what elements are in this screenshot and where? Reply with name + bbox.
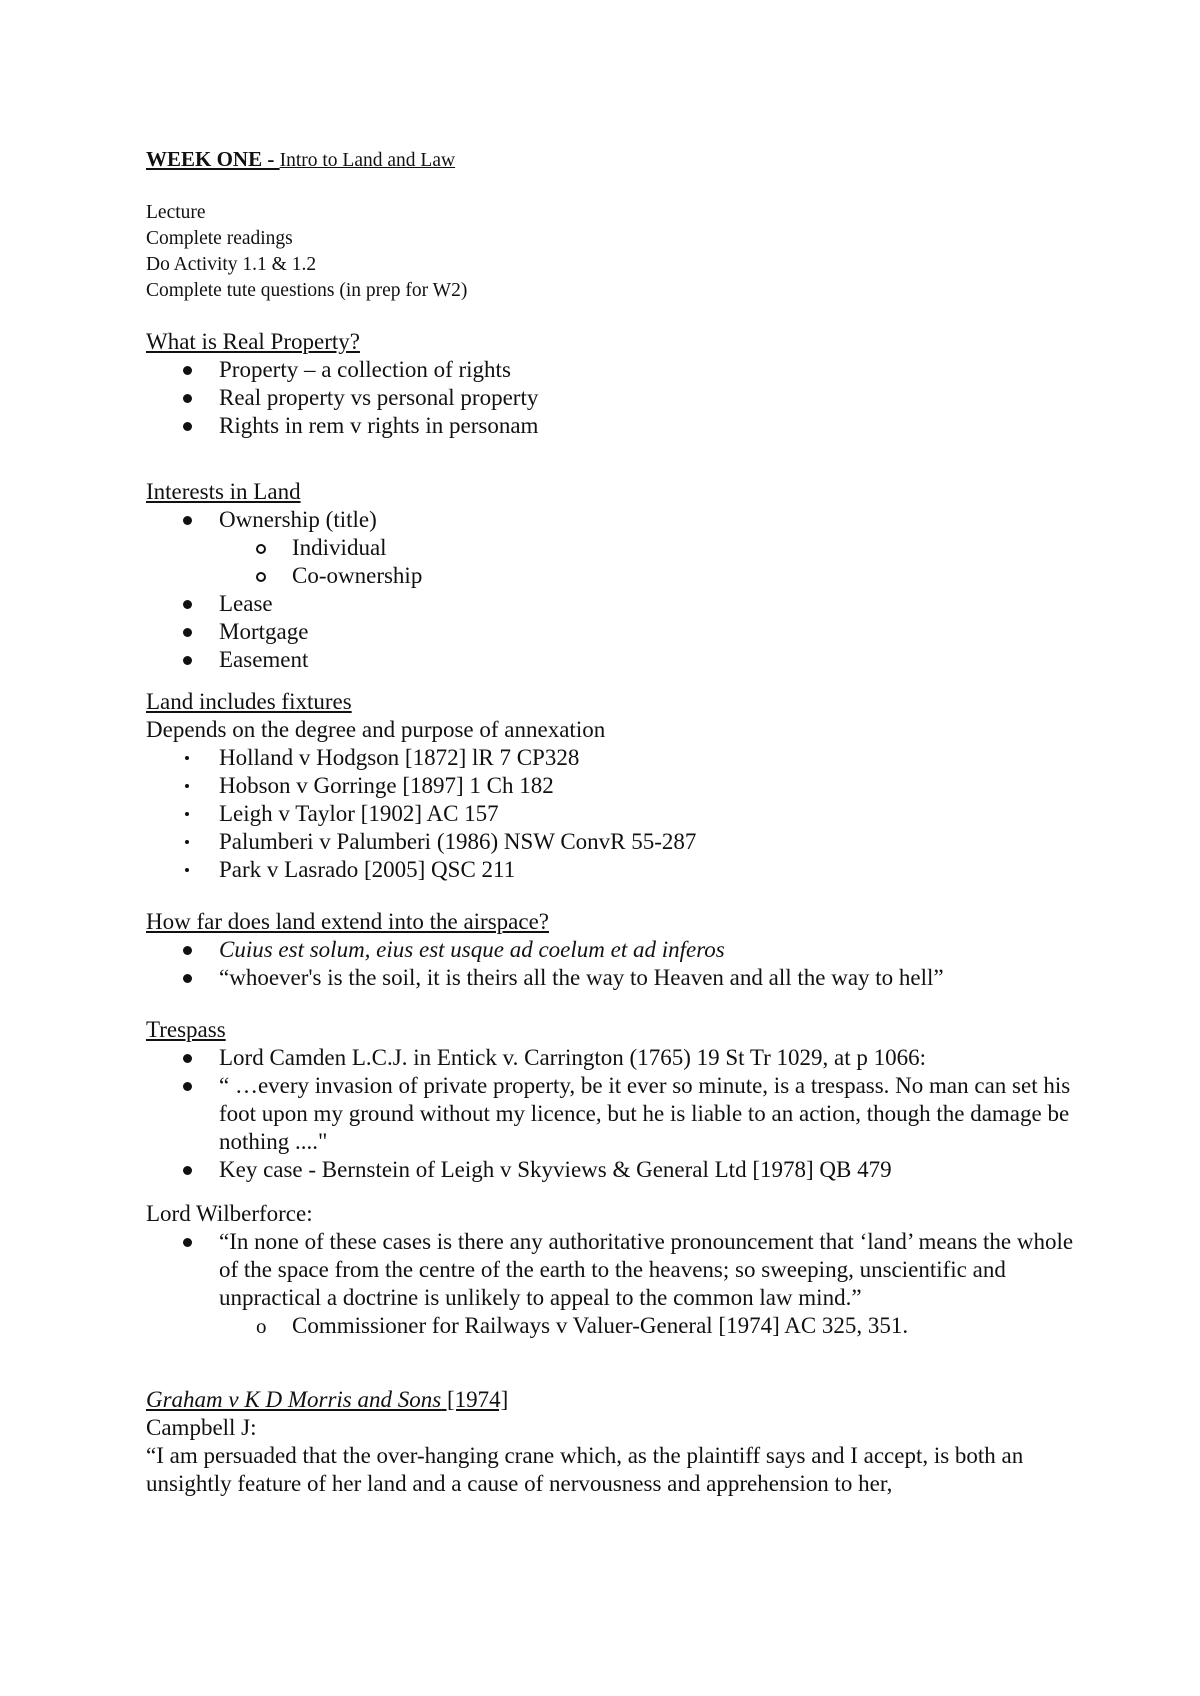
heading-topic: Intro to Land and Law [279,150,456,171]
section-intro: Depends on the degree and purpose of annexation [146,717,606,742]
list-item: Real property vs personal property [219,385,539,410]
section-heading: Interests in Land [146,479,301,504]
section-interests [146,478,1086,674]
task-item: Complete readings [146,228,293,249]
list-item: “whoever's is the soil, it is theirs all the way to Heaven and all the way to hell” [219,965,944,990]
list-item: Lease [219,591,273,616]
section-heading [146,1386,1086,1414]
list-item: Cuius est solum, eius est usque ad coelum et ad inferos [219,937,725,962]
case-name: Graham v K D Morris and Sons [146,1387,442,1412]
section-heading: What is Real Property? [146,329,360,354]
speaker-label: Lord Wilberforce: [146,1201,313,1226]
section-real-property [146,328,1086,440]
document-page [146,146,1086,1498]
section-heading: Trespass [146,1017,226,1042]
case-year: [1974] [441,1387,509,1412]
list-item: Ownership (title) [219,507,377,532]
case-item: Palumberi v Palumberi (1986) NSW ConvR 55-287 [219,829,697,854]
list-item: “In none of these cases is there any authoritative pronouncement that ‘land’ means the whole of the space from the centre of the earth to the heavens; so sweeping, unscientific and unpractical a doctrine is unlikely to appeal to the common law mind.” [219,1229,1074,1310]
case-item: Park v Lasrado [2005] QSC 211 [219,857,516,882]
section-trespass [146,1016,1086,1184]
list-item: Lord Camden L.C.J. in Entick v. Carrington (1765) 19 St Tr 1029, at p 1066: [219,1045,927,1070]
task-item: Lecture [146,202,206,223]
section-heading: Land includes fixtures [146,689,352,714]
sub-list-item: Commissioner for Railways v Valuer-General [1974] AC 325, 351. [292,1313,909,1338]
section-graham [146,1386,1086,1498]
list-item: Easement [219,647,309,672]
list-item: Key case - Bernstein of Leigh v Skyviews & General Ltd [1978] QB 479 [219,1157,892,1182]
judge-label: Campbell J: [146,1415,257,1440]
page-heading [146,146,1086,174]
case-item: Hobson v Gorringe [1897] 1 Ch 182 [219,773,554,798]
task-item: Do Activity 1.1 & 1.2 [146,254,317,275]
case-item: Holland v Hodgson [1872] lR 7 CP328 [219,745,580,770]
task-list [146,200,1086,304]
list-item: “ …every invasion of private property, be it ever so minute, is a trespass. No man can set his foot upon my ground without my licence, but he is liable to an action, though the damage be nothing ...." [219,1073,1071,1154]
section-fixtures [146,688,1086,884]
task-item: Complete tute questions (in prep for W2) [146,280,468,301]
sub-list-item: Co-ownership [292,563,423,588]
list-item: Property – a collection of rights [219,357,511,382]
list-item: Rights in rem v rights in personam [219,413,539,438]
case-item: Leigh v Taylor [1902] AC 157 [219,801,499,826]
list-item: Mortgage [219,619,309,644]
sub-list-item: Individual [292,535,387,560]
section-wilberforce [146,1200,1086,1340]
heading-week: WEEK ONE - [146,147,280,171]
quote-text: “I am persuaded that the over-hanging crane which, as the plaintiff says and I accept, is both an unsightly feature of her land and a cause of nervousness and apprehension to her, [146,1443,1024,1496]
section-heading: How far does land extend into the airspace? [146,909,549,934]
section-airspace [146,908,1086,992]
